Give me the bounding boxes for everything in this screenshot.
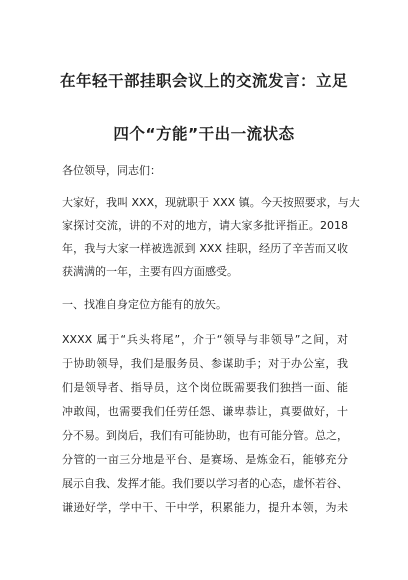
paragraph-2-line: 展示自我、发挥才能。我们要以学习者的心态，虚怀若谷、 bbox=[62, 477, 348, 490]
paragraph-2-line: 分不易。到岗后，我们有可能协助，也有可能分管。总之， bbox=[62, 429, 348, 442]
paragraph-2-line: XXXX 属于“兵头将尾”，介于“领导与非领导”之间，对 bbox=[62, 333, 348, 346]
document-title-line-2: 四个“方能”干出一流状态 bbox=[113, 125, 295, 143]
paragraph-1-line: 获满满的一年，主要有四方面感受。 bbox=[62, 265, 238, 278]
paragraph-2-line: 谦逊好学，学中干、干中学，积累能力，提升本领，为未 bbox=[62, 501, 348, 514]
document-title-line-1: 在年轻干部挂职会议上的交流发言：立足 bbox=[59, 72, 348, 90]
salutation: 各位领导，同志们： bbox=[62, 164, 161, 177]
paragraph-1-line: 年，我与大家一样被选派到 XXX 挂职，经历了辛苦而又收 bbox=[62, 242, 348, 255]
paragraph-2-line: 于协助领导，我们是服务员、参谋助手；对于办公室，我 bbox=[62, 357, 348, 370]
paragraph-1-line: 家探讨交流，讲的不对的地方，请大家多批评指正。2018 bbox=[62, 219, 348, 232]
paragraph-2-line: 分管的一亩三分地是平台、是赛场、是炼金石，能够充分 bbox=[62, 453, 348, 466]
paragraph-2-line: 们是领导者、指导员，这个岗位既需要我们独挡一面、能 bbox=[62, 381, 348, 394]
paragraph-2-line: 冲敢闯，也需要我们任劳任怨、谦卑恭让，真要做好，十 bbox=[62, 405, 348, 418]
section-heading: 一、找准自身定位方能有的放矢。 bbox=[62, 298, 227, 311]
paragraph-1-line: 大家好，我叫 XXX，现就职于 XXX 镇。今天按照要求，与大 bbox=[62, 196, 360, 209]
